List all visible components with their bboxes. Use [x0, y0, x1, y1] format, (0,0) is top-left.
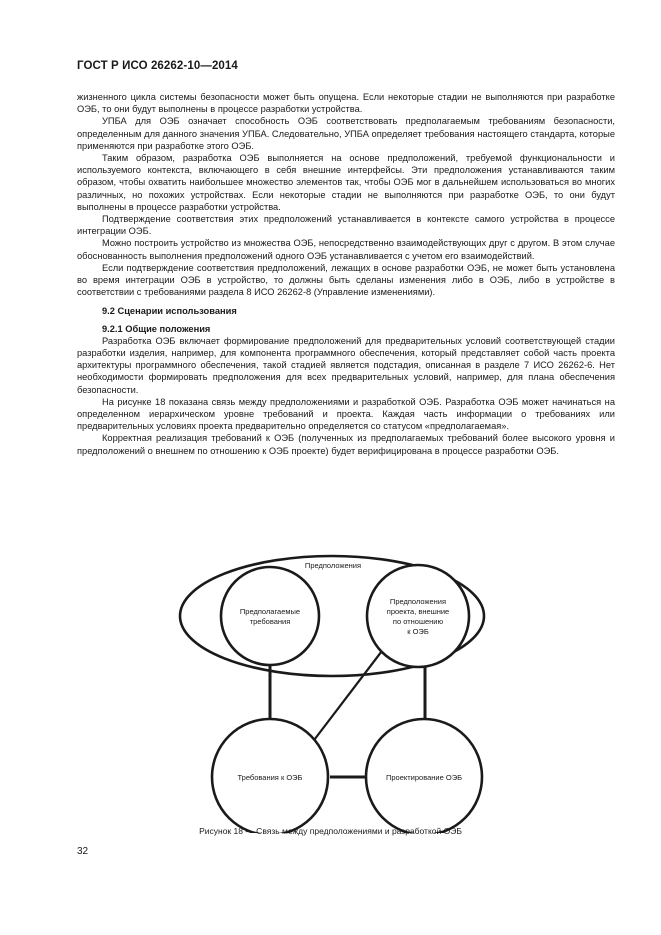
subsection-heading: 9.2.1 Общие положения — [102, 323, 211, 334]
figure-caption: Рисунок 18 — Связь между предположениями и разработкой ОЭБ — [199, 826, 462, 836]
body-text — [77, 91, 615, 457]
paragraph: Подтверждение соответствия этих предположений устанавливается в контексте самого устройства в процессе интеграции ОЭБ. — [77, 214, 615, 237]
paragraph: Можно построить устройство из множества ОЭБ, непосредственно взаимодействующих друг с другом. В этом случае обоснованность выполнения предположений одного ОЭБ устанавливается с учетом его взаимодействий. — [77, 238, 615, 261]
section-heading: 9.2 Сценарии использования — [102, 306, 237, 317]
assumed-design-label: Предположения — [389, 597, 447, 606]
diagram-svg — [160, 548, 505, 833]
paragraph: Если подтверждение соответствия предположений, лежащих в основе разработки ОЭБ, не может быть установлена во время интеграции ОЭБ в устройство, то должны быть сделаны изменения либо в ОЭБ, либо в устройстве в соответствии с требованиями раздела 8 ИСО 26262-8 (Управление изменениями). — [77, 262, 615, 298]
connector-assumed-design-to-req — [308, 643, 388, 748]
assumed-requirements-label: Предполагаемые — [239, 607, 301, 616]
paragraph: На рисунке 18 показана связь между предположениями и разработкой ОЭБ. Разработка ОЭБ может начинаться на определенном иерархическом уровне требований и проекта. Каждая часть информации о требованиях или предварительных условиях проекта предварительно определяется со статусом «предполагаемая». — [77, 396, 615, 432]
assumed-design-label: проекта, внешние — [386, 607, 450, 616]
requirements-label: Требования к ОЭБ — [237, 773, 303, 782]
design-label: Проектирование ОЭБ — [385, 773, 463, 782]
paragraph: жизненного цикла системы безопасности может быть опущена. Если некоторые стадии не выполняются при разработке ОЭБ, то они будут выполнены в процессе разработки устройства. — [77, 92, 615, 115]
assumed-design-label: по отношению — [392, 617, 444, 626]
page-number: 32 — [77, 846, 89, 857]
figure-18-diagram — [160, 548, 505, 833]
assumed-requirements-node — [221, 567, 319, 665]
assumed-design-node — [367, 565, 469, 667]
assumptions-label: Предположения — [304, 561, 362, 570]
assumed-requirements-label: требования — [249, 617, 291, 626]
paragraph: Разработка ОЭБ включает формирование предположений для предварительных условий соответствующей стадии разработки изделия, например, для компонента программного обеспечения, который представляет собой часть проекта архитектуры программного обеспечения, такой стадией является подстадия, описанная в разделе 7 ИСО 26262-6. Нет необходимости формировать предположения для всех предварительных условий, например, для плана обеспечения безопасности. — [77, 335, 615, 395]
assumed-design-label: к ОЭБ — [407, 627, 429, 636]
document-header: ГОСТ Р ИСО 26262-10—2014 — [77, 60, 238, 72]
paragraph: Корректная реализация требований к ОЭБ (полученных из предполагаемых требований более высокого уровня и предположений о внешнем по отношению к ОЭБ проекте) будет верифицирована в процессе разработки ОЭБ. — [77, 433, 615, 456]
paragraph: УПБА для ОЭБ означает способность ОЭБ соответствовать предполагаемым требованиям безопасности, определенным для данного значения УПБА. Следовательно, УПБА определяет требования настоящего стандарта, которые применяются при разработке этого ОЭБ. — [77, 116, 615, 151]
paragraph: Таким образом, разработка ОЭБ выполняется на основе предположений, требуемой функциональности и используемого контекста, включающего в себя внешние интерфейсы. Эти предположения устанавливаются таким образом, чтобы охватить наибольшее множество элементов так, чтобы ОЭБ мог в дальнейшем использоваться во многих различных, но похожих устройствах. Если некоторые стадии не выполняются при разработке ОЭБ, то они будут выполнены в процессе разработки устройства. — [77, 153, 615, 212]
